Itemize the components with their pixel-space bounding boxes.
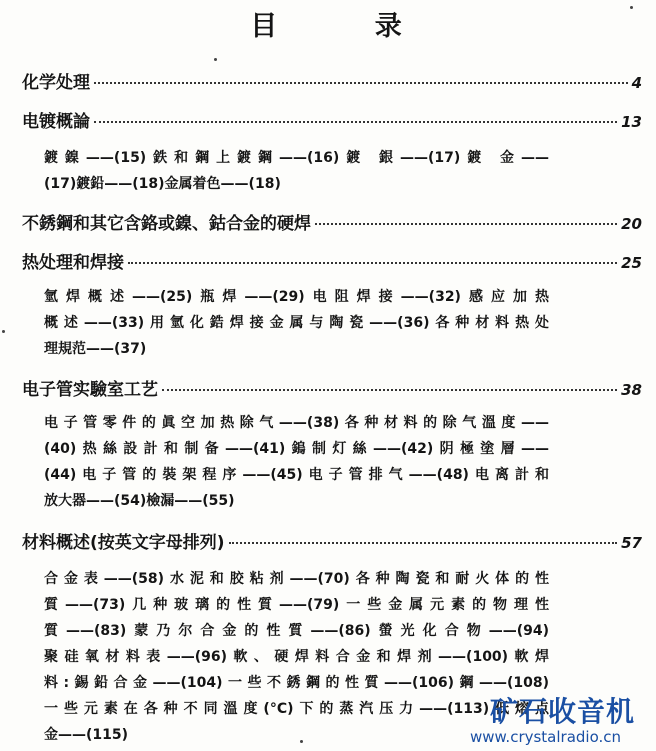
toc-entry-heat-treatment[interactable] (22, 248, 642, 273)
toc-entry-page: 38 (621, 381, 642, 399)
subsection-line: 金——(115) (44, 727, 129, 743)
toc-entry-label: 电镀概論 (22, 112, 90, 132)
subsection-lab (44, 410, 549, 514)
subsection-line: 鍍鎳——(15)鉄和鋼上鍍鋼——(16)鍍 銀——(17)鍍 金—— (44, 150, 549, 166)
scan-speck (2, 330, 5, 333)
page-title: 目 录 (250, 11, 446, 42)
subsection-line: 料:錫鉛合金——(104)一些不銹鋼的性質——(106)鋼——(108) (44, 675, 549, 691)
toc-entry-label: 不銹鋼和其它含鉻或鎳、鈷合金的硬焊 (22, 214, 311, 234)
dot-leader (94, 121, 617, 123)
toc-entry-label: 材料概述(按英文字母排列) (22, 533, 225, 553)
toc-entry-materials[interactable] (22, 528, 642, 553)
subsection-line: 質——(83)蒙乃尔合金的性質——(86)螢光化合物——(94) (44, 623, 549, 639)
subsection-plating (44, 145, 549, 197)
toc-entry-page: 57 (621, 534, 642, 552)
subsection-line: 概述——(33)用氫化鋯焊接金属与陶瓷——(36)各种材料热处 (44, 315, 549, 331)
scan-speck (300, 740, 303, 743)
subsection-line: 合金表——(58)水泥和胶粘剂——(70)各种陶瓷和耐火体的性 (44, 571, 549, 587)
subsection-line: 質——(73)几种玻璃的性質——(79)一些金属元素的物理性 (44, 597, 549, 613)
toc-entry-page: 13 (621, 113, 642, 131)
dot-leader (94, 82, 628, 84)
subsection-line: (44)电子管的裝架程序——(45)电子管排气——(48)电离計和 (44, 467, 549, 483)
subsection-line: 理規范——(37) (44, 341, 147, 357)
toc-entry-page: 4 (631, 74, 642, 92)
subsection-materials (44, 566, 549, 748)
dot-leader (315, 223, 617, 225)
dot-leader (162, 389, 617, 391)
toc-entry-tube-lab[interactable] (22, 375, 642, 400)
subsection-heat (44, 284, 549, 362)
dot-leader (128, 262, 617, 264)
subsection-line: 聚硅氧材料表——(96)軟、硬焊料合金和焊剂——(100)軟焊 (44, 649, 549, 665)
toc-entry-label: 热处理和焊接 (22, 253, 124, 273)
dot-leader (229, 542, 618, 544)
subsection-line: 氫焊概述——(25)瓶焊——(29)电阻焊接——(32)感应加热 (44, 289, 549, 305)
scan-speck (214, 58, 217, 61)
toc-entry-chemical-treatment[interactable] (22, 68, 642, 93)
toc-entry-label: 电子管实驗室工艺 (22, 380, 158, 400)
toc-entry-page: 25 (621, 254, 642, 272)
toc-entry-electroplating[interactable] (22, 107, 642, 132)
watermark-logo: 矿石收音机 (490, 695, 636, 728)
watermark-url: www.crystalradio.cn (470, 728, 622, 746)
toc-entry-brazing[interactable] (22, 209, 642, 234)
subsection-line: 放大器——(54)檢漏——(55) (44, 493, 235, 509)
scan-speck (630, 6, 633, 9)
subsection-line: (17)鍍鉛——(18)金属着色——(18) (44, 176, 281, 192)
subsection-line: 电子管零件的眞空加热除气——(38)各种材料的除气溫度—— (44, 415, 549, 431)
toc-entry-label: 化学处理 (22, 73, 90, 93)
toc-entry-page: 20 (621, 215, 642, 233)
subsection-line: 一些元素在各种不同溫度(°C)下的蒸汽压力——(113)低熔点 (44, 701, 549, 717)
subsection-line: (40)热絲設計和制备——(41)鎢制灯絲——(42)阴極塗層—— (44, 441, 549, 457)
